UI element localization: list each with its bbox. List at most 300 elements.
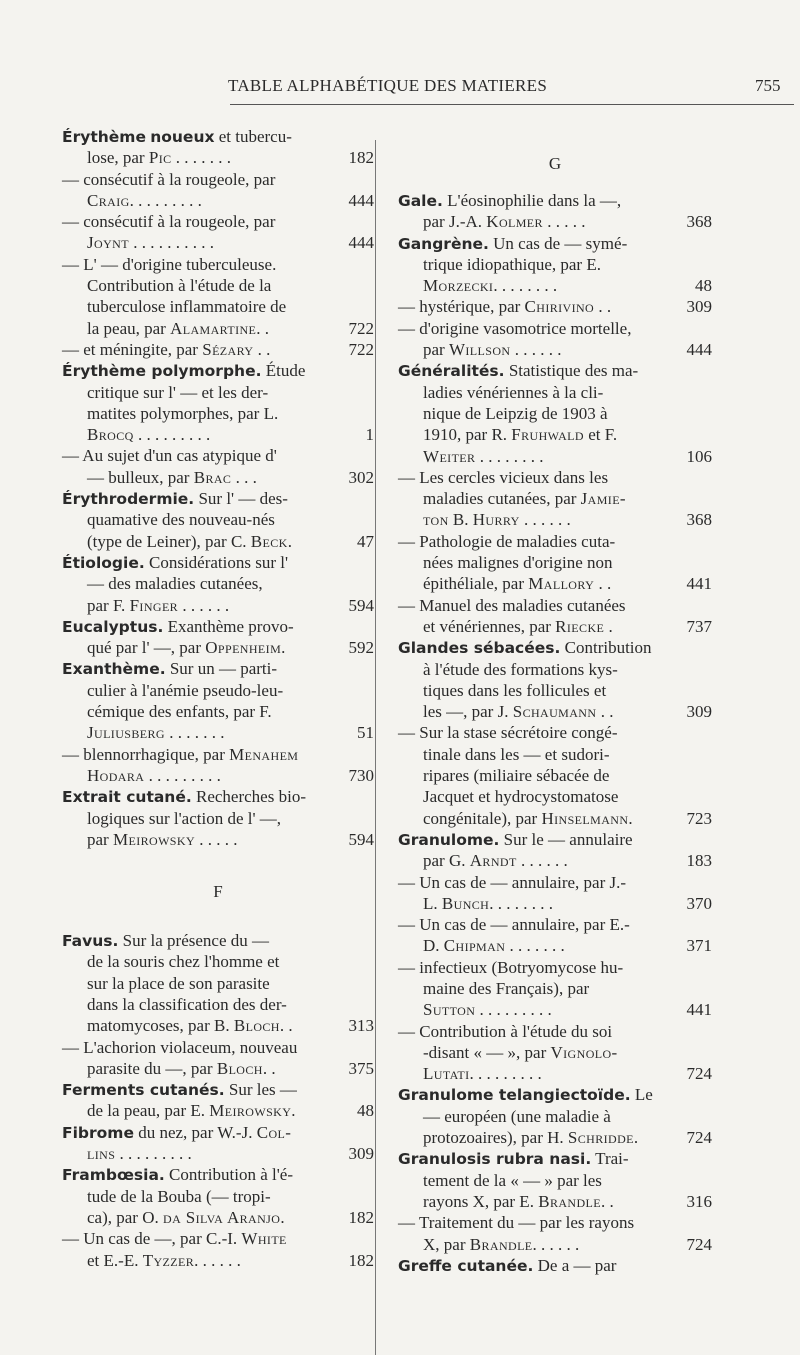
entry-line xyxy=(398,1170,712,1191)
entry-line xyxy=(398,360,712,381)
entry-text: matites polymorphes, par L. xyxy=(87,403,279,423)
leader-dots: . . . . . . . . . xyxy=(475,1000,552,1020)
entry-line xyxy=(62,1207,374,1228)
entry-line xyxy=(398,744,712,765)
entry-line xyxy=(398,275,712,296)
entry-line xyxy=(62,296,374,317)
entry-line xyxy=(62,1100,374,1121)
entry-text: nique de Leipzig de 1903 à xyxy=(423,403,608,423)
entry-text: 1910, par R. xyxy=(423,425,512,445)
entry-text: épithéliale, par xyxy=(423,574,529,594)
page-ref: 730 xyxy=(348,765,374,785)
page-ref: 723 xyxy=(686,808,712,828)
entry-text: — Un cas de — annulaire, par J.- xyxy=(398,872,627,892)
headword: Érythrodermie. xyxy=(62,490,195,509)
entry-text: tiques dans les follicules et xyxy=(423,680,607,700)
author-name: Col- xyxy=(256,1122,292,1142)
leader-dots: . . xyxy=(594,297,612,317)
leader-dots: . . . . . . xyxy=(194,1250,241,1270)
entry-text: par F. xyxy=(87,595,130,615)
headword: Favus. xyxy=(62,932,119,951)
entry-line xyxy=(398,211,712,232)
page-ref: 371 xyxy=(686,936,712,956)
leader-dots: . . . . . . xyxy=(519,510,571,530)
page-number: 755 xyxy=(755,76,781,95)
page-ref: 1 xyxy=(365,425,374,445)
index-entry xyxy=(62,930,374,1079)
entry-line xyxy=(398,573,712,594)
entry-text: Sur le — annulaire xyxy=(499,829,633,849)
author-name: Alamartine xyxy=(170,318,257,338)
author-name: lins xyxy=(87,1144,116,1164)
entry-line xyxy=(62,1015,374,1036)
entry-text: (type de Leiner), par C. xyxy=(87,531,251,551)
entry-line xyxy=(398,1234,712,1255)
entry-line xyxy=(62,994,374,1015)
author-name: Joynt xyxy=(87,233,129,253)
page-ref: 302 xyxy=(348,467,374,487)
entry-text: congénitale), par xyxy=(423,808,542,828)
leader-dots: . . . . . . xyxy=(532,1234,580,1254)
entry-line xyxy=(398,786,712,807)
entry-line xyxy=(62,126,374,147)
entry-line xyxy=(398,893,712,914)
leader-dots: . . xyxy=(594,574,612,594)
page-ref: 48 xyxy=(357,1101,374,1121)
entry-line xyxy=(62,658,374,679)
spacer xyxy=(62,850,374,872)
leader-dots: . . . . . . . xyxy=(164,723,225,743)
entry-line xyxy=(398,509,712,530)
entry-line xyxy=(62,595,374,616)
entry-text: . xyxy=(633,1128,639,1148)
entry-text: et vénériennes, par xyxy=(423,616,556,636)
entry-line xyxy=(398,914,712,935)
entry-line xyxy=(62,1079,374,1100)
page-ref: 313 xyxy=(348,1016,374,1036)
leader-dots: . . . . . . . . . xyxy=(129,190,202,210)
index-entry xyxy=(62,616,374,659)
index-entry xyxy=(62,360,374,488)
author-name: Bloch xyxy=(216,1058,263,1078)
entry-line xyxy=(398,808,712,829)
entry-line xyxy=(398,1255,712,1276)
author-name: Schridde xyxy=(567,1128,634,1148)
entry-text: nées malignes d'origine non xyxy=(423,553,613,573)
entry-line xyxy=(398,1106,712,1127)
entry-line xyxy=(62,1250,374,1271)
entry-text: du nez, par W.-J. xyxy=(133,1122,257,1142)
entry-line xyxy=(398,978,712,999)
entry-text: Un cas de — symé- xyxy=(488,233,628,253)
page-ref: 309 xyxy=(686,702,712,722)
entry-line xyxy=(62,786,374,807)
leader-dots: . . . . . . . . . xyxy=(133,425,211,445)
leader-dots: . . xyxy=(256,318,270,338)
entry-text: Trai- xyxy=(591,1149,629,1169)
entry-line xyxy=(62,424,374,445)
entry-line xyxy=(398,701,712,722)
entry-line xyxy=(398,467,712,488)
entry-text: De a — par xyxy=(533,1255,617,1275)
entry-text: — Contribution à l'étude du soi xyxy=(398,1021,613,1041)
entry-text: les —, par J. xyxy=(423,702,513,722)
entry-line xyxy=(62,382,374,403)
entry-text: par xyxy=(87,829,113,849)
entry-text: cémique des enfants, par F. xyxy=(87,702,272,722)
entry-line xyxy=(62,467,374,488)
page-ref: 441 xyxy=(686,1000,712,1020)
leader-dots: . . . . . . . xyxy=(171,148,231,168)
entry-line xyxy=(398,424,712,445)
entry-line xyxy=(62,1037,374,1058)
author-name: Lutati xyxy=(423,1064,470,1084)
author-name: Brandle xyxy=(469,1234,533,1254)
entry-text: — Sur la stase sécrétoire congé- xyxy=(398,723,618,743)
entry-line xyxy=(398,1063,712,1084)
entry-line xyxy=(62,701,374,722)
entry-text: et E.-E. xyxy=(87,1250,143,1270)
page-ref: 592 xyxy=(348,638,374,658)
entry-text: D. xyxy=(423,936,444,956)
author-name: Tyzzer xyxy=(142,1250,195,1270)
author-name: Fruhwald xyxy=(511,425,584,445)
author-name: Mallory xyxy=(528,574,595,594)
entry-text: . xyxy=(628,808,633,828)
entry-text: protozoaires), par H. xyxy=(423,1128,568,1148)
entry-text: Considérations sur l' xyxy=(144,552,289,572)
leader-dots: . . xyxy=(596,702,614,722)
entry-line xyxy=(62,147,374,168)
page-ref: 737 xyxy=(686,616,712,636)
entry-line xyxy=(62,829,374,850)
leader-dots: . . . . . . . xyxy=(505,936,565,956)
entry-text: L'éosinophilie dans la —, xyxy=(442,191,622,210)
author-name: Arndt xyxy=(469,851,517,871)
entry-line xyxy=(62,1164,374,1185)
author-name: Bunch xyxy=(441,893,490,913)
entry-text: culier à l'anémie pseudo-leu- xyxy=(87,680,284,700)
entry-text: Contribution à l'é- xyxy=(164,1165,293,1185)
entry-line xyxy=(398,872,712,893)
entry-line xyxy=(398,254,712,275)
headword: Glandes sébacées. xyxy=(398,639,561,658)
page-ref: 183 xyxy=(686,851,712,871)
author-name: Meirowsky xyxy=(209,1101,292,1121)
headword: Granulome. xyxy=(398,830,500,849)
entry-text: Étude xyxy=(261,361,306,381)
entry-text: — Les cercles vicieux dans les xyxy=(398,467,609,487)
entry-text: tinale dans les — et sudori- xyxy=(423,744,610,764)
entry-line xyxy=(398,1148,712,1169)
entry-line xyxy=(398,935,712,956)
entry-text: — hystérique, par xyxy=(398,297,525,317)
page-ref: 444 xyxy=(686,340,712,360)
headword: Fibrome xyxy=(62,1123,134,1142)
entry-line xyxy=(62,211,374,232)
author-name: Hurry xyxy=(472,510,520,530)
headword: Gangrène. xyxy=(398,234,489,253)
entry-line xyxy=(398,595,712,616)
entry-text: — Au sujet d'un cas atypique d' xyxy=(62,446,277,466)
author-name: Morzecki xyxy=(423,276,494,296)
entry-text: — blennorrhagique, par xyxy=(62,744,230,764)
entry-text: L. xyxy=(423,893,442,913)
entry-line xyxy=(62,1058,374,1079)
entry-text: — d'origine vasomotrice mortelle, xyxy=(398,318,632,338)
author-name: White xyxy=(241,1229,287,1249)
page-ref: 182 xyxy=(348,1207,374,1227)
page-ref: 724 xyxy=(686,1234,712,1254)
entry-line xyxy=(62,930,374,951)
page-ref: 316 xyxy=(686,1191,712,1211)
entry-line xyxy=(398,957,712,978)
entry-line xyxy=(398,233,712,254)
index-entry xyxy=(398,1255,712,1276)
headword: Étiologie. xyxy=(62,553,145,572)
entry-text: Recherches bio- xyxy=(191,787,306,807)
entry-text: sur la place de son parasite xyxy=(87,973,270,993)
leader-dots: . . . . . . . . xyxy=(489,893,553,913)
author-name: Riecke xyxy=(555,616,605,636)
page-ref: 370 xyxy=(686,893,712,913)
headword: Greffe cutanée. xyxy=(398,1256,534,1275)
entry-text: . xyxy=(281,638,286,658)
headword: Érythème polymorphe. xyxy=(62,362,262,381)
entry-line xyxy=(62,190,374,211)
page-ref: 594 xyxy=(348,829,374,849)
index-entry xyxy=(398,637,712,829)
leader-dots: . . . . . xyxy=(195,829,238,849)
entry-text: — Un cas de —, par C.-I. xyxy=(62,1229,242,1249)
entry-text: la peau, par xyxy=(87,318,171,338)
right-column xyxy=(398,126,712,1276)
author-name: Jamie- xyxy=(580,489,626,509)
entry-text: — bulleux, par xyxy=(87,467,194,487)
entry-text: — Traitement du — par les rayons xyxy=(398,1213,635,1233)
running-title: TABLE ALPHABÉTIQUE DES MATIERES xyxy=(228,76,548,95)
author-name: Brocq xyxy=(87,425,134,445)
leader-dots: . . . . . . . . xyxy=(493,276,558,296)
entry-text: dans la classification des der- xyxy=(87,994,287,1014)
entry-line xyxy=(398,765,712,786)
leader-dots: . . xyxy=(262,1058,276,1078)
entry-text: Sur les — xyxy=(224,1080,297,1100)
author-name: Brac xyxy=(193,467,232,487)
page-ref: 722 xyxy=(348,318,374,338)
entry-text: — L' — d'origine tuberculeuse. xyxy=(62,254,277,274)
entry-text: maladies cutanées, par xyxy=(423,489,581,509)
leader-dots: . . . . . . . . . xyxy=(115,1144,192,1164)
entry-text: rayons X, par E. xyxy=(423,1191,539,1211)
entry-text: ca), par O. xyxy=(87,1207,163,1227)
headword: Généralités. xyxy=(398,362,505,381)
entry-text: matomycoses, par B. xyxy=(87,1016,234,1036)
author-name: Bloch xyxy=(233,1016,280,1036)
entry-text: — des maladies cutanées, xyxy=(87,574,263,594)
entry-text: Statistique des ma- xyxy=(504,361,639,381)
entry-line xyxy=(62,1122,374,1143)
entry-line xyxy=(62,1143,374,1164)
entry-line xyxy=(398,531,712,552)
entry-text: Sur un — parti- xyxy=(165,659,278,679)
index-entry xyxy=(398,233,712,361)
headword: Gale. xyxy=(398,192,443,210)
entry-text: et tubercu- xyxy=(214,127,292,146)
headword: Granulosis rubra nasi. xyxy=(398,1150,592,1169)
page-ref: 441 xyxy=(686,574,712,594)
page-ref: 722 xyxy=(348,339,374,359)
leader-dots: . . . . . . . . . xyxy=(469,1064,542,1084)
leader-dots: . . . . . xyxy=(542,212,586,232)
entry-line xyxy=(62,445,374,466)
header-rule xyxy=(230,104,794,105)
entry-text: Contribution xyxy=(560,638,652,658)
entry-text: de la peau, par E. xyxy=(87,1101,210,1121)
entry-line xyxy=(62,680,374,701)
page-ref: 375 xyxy=(348,1058,374,1078)
author-name: Hodara xyxy=(87,765,145,785)
headword: Frambœsia. xyxy=(62,1166,165,1185)
entry-line xyxy=(62,360,374,381)
entry-line xyxy=(398,552,712,573)
entry-line xyxy=(398,1127,712,1148)
page-ref: 106 xyxy=(686,446,712,466)
entry-line xyxy=(398,1191,712,1212)
page-ref: 182 xyxy=(348,1250,374,1270)
author-name: Menahem xyxy=(229,744,299,764)
headword: Extrait cutané. xyxy=(62,788,192,807)
entry-line xyxy=(398,1212,712,1233)
headword: Granulome telangiectoïde. xyxy=(398,1086,631,1105)
page-ref: 309 xyxy=(686,297,712,317)
index-entry xyxy=(62,1164,374,1270)
entry-line xyxy=(398,616,712,637)
entry-line xyxy=(62,403,374,424)
entry-line xyxy=(398,190,712,211)
index-entry xyxy=(62,126,374,360)
page-ref: 309 xyxy=(348,1144,374,1164)
entry-line xyxy=(62,1228,374,1249)
entry-line xyxy=(398,1021,712,1042)
author-name: Schaumann xyxy=(512,702,597,722)
entry-text: Jacquet et hydrocystomatose xyxy=(423,787,619,807)
column-separator xyxy=(375,140,376,1355)
entry-text: Le xyxy=(630,1085,653,1105)
entry-line xyxy=(62,339,374,360)
entry-line xyxy=(398,1084,712,1105)
entry-text: B. xyxy=(448,510,473,530)
page-ref: 444 xyxy=(348,233,374,253)
page-ref: 368 xyxy=(686,510,712,530)
entry-line xyxy=(398,296,712,317)
entry-text: Sur l' — des- xyxy=(194,489,288,509)
entry-line xyxy=(62,573,374,594)
entry-line xyxy=(398,382,712,403)
entry-line xyxy=(62,973,374,994)
entry-line xyxy=(398,403,712,424)
author-name: Willson xyxy=(448,340,511,360)
leader-dots: . . . . . . xyxy=(516,851,568,871)
entry-text: tude de la Bouba (— tropi- xyxy=(87,1186,271,1206)
entry-line xyxy=(398,488,712,509)
index-entry xyxy=(62,786,374,850)
entry-text: — infectieux (Botryomycose hu- xyxy=(398,957,624,977)
leader-dots: . . . . . . xyxy=(510,340,562,360)
headword: Exanthème. xyxy=(62,660,166,679)
index-entry xyxy=(398,360,712,637)
author-name: Brandle xyxy=(538,1191,602,1211)
leader-dots: . . xyxy=(253,339,271,359)
author-name: Kolmer xyxy=(486,212,543,232)
spacer xyxy=(62,912,374,930)
author-name: Vignolo- xyxy=(550,1042,618,1062)
author-name: Meirowsky xyxy=(112,829,196,849)
entry-line xyxy=(398,659,712,680)
leader-dots: . . xyxy=(279,1016,293,1036)
entry-text: à l'étude des formations kys- xyxy=(423,659,618,679)
author-name: Juliusberg xyxy=(87,723,165,743)
author-name: Oppenheim xyxy=(205,638,282,658)
headword: Eucalyptus. xyxy=(62,617,164,636)
index-entry xyxy=(398,1084,712,1148)
entry-text: — et méningite, par xyxy=(62,339,203,359)
index-entry xyxy=(62,552,374,616)
entry-line xyxy=(62,552,374,573)
entry-line xyxy=(62,275,374,296)
entry-text: quamative des nouveau-nés xyxy=(87,510,275,530)
entry-line xyxy=(62,232,374,253)
leader-dots: . . . . . . . . . . xyxy=(128,233,214,253)
entry-text: tuberculose inflammatoire de xyxy=(87,297,287,317)
entry-text: — Pathologie de maladies cuta- xyxy=(398,531,616,551)
entry-text: Sur la présence du — xyxy=(118,931,269,951)
entry-text: de la souris chez l'homme et xyxy=(87,952,280,972)
author-name: Finger xyxy=(129,595,179,615)
page-ref: 594 xyxy=(348,595,374,615)
entry-text: et F. xyxy=(583,425,618,445)
author-name: Weiter xyxy=(423,446,476,466)
entry-text: ripares (miliaire sébacée de xyxy=(423,766,610,786)
entry-text: tement de la « — » par les xyxy=(423,1170,602,1190)
entry-line xyxy=(398,637,712,658)
entry-text: par xyxy=(423,340,449,360)
entry-line xyxy=(398,999,712,1020)
entry-line xyxy=(62,765,374,786)
entry-text: — européen (une maladie à xyxy=(423,1106,611,1126)
page-ref: 724 xyxy=(686,1128,712,1148)
entry-text: — L'achorion violaceum, nouveau xyxy=(62,1037,298,1057)
entry-text: trique idiopathique, par E. xyxy=(423,254,601,274)
entry-text: ladies vénériennes à la cli- xyxy=(423,382,604,402)
index-entry xyxy=(398,1148,712,1254)
entry-line xyxy=(62,637,374,658)
entry-text: X, par xyxy=(423,1234,470,1254)
page-ref: 368 xyxy=(686,212,712,232)
entry-line xyxy=(398,850,712,871)
entry-line xyxy=(62,169,374,190)
leader-dots: . . xyxy=(601,1191,614,1211)
entry-text: — Manuel des maladies cutanées xyxy=(398,595,626,615)
entry-line xyxy=(62,951,374,972)
entry-line xyxy=(62,531,374,552)
author-name: Hinselmann xyxy=(541,808,629,828)
entry-text: -disant « — », par xyxy=(423,1042,551,1062)
entry-line xyxy=(62,488,374,509)
entry-text: — Un cas de — annulaire, par E.- xyxy=(398,915,630,935)
entry-text: par J.-A. xyxy=(423,212,487,232)
entry-text: maine des Français), par xyxy=(423,978,590,998)
